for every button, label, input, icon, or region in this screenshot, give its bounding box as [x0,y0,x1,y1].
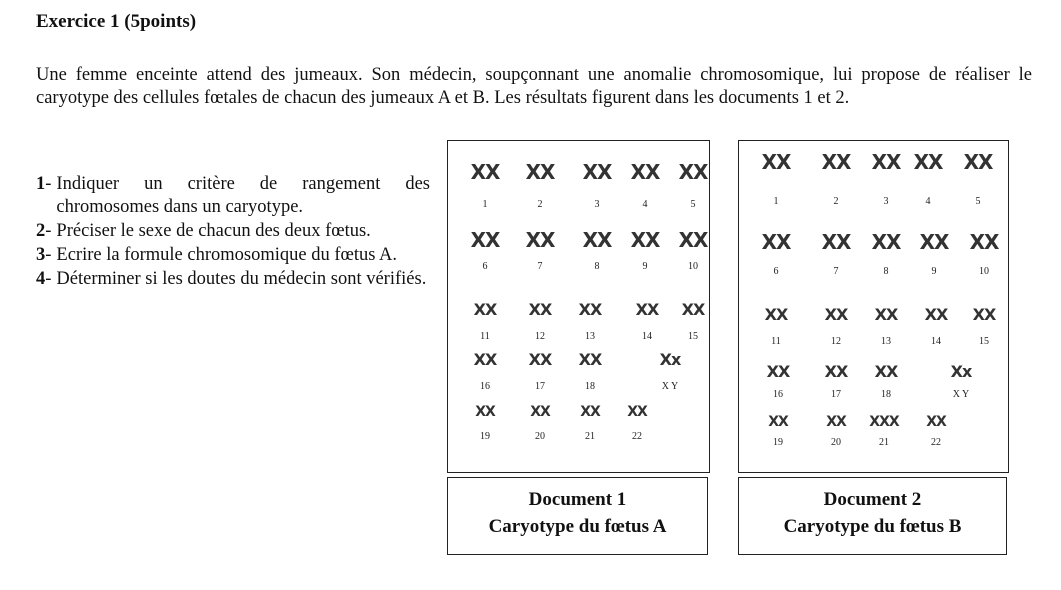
chromosome-pair-5: XX [678,160,708,184]
chromosome-pair-10: XX [678,228,708,252]
chromosome-number: 20 [535,431,545,442]
chromosome-number: 13 [585,331,595,342]
chromosome-number: 11 [480,331,490,342]
chromosome-pair-12: XX [824,305,848,324]
chromosome-number: 4 [925,196,931,207]
chromosome-number: 9 [642,261,648,272]
intro-paragraph: Une femme enceinte attend des jumeaux. Son médecin, soupçonnant une anomalie chromosomique, lui propose de réaliser le caryotype des cellules fœtales de chacun des jumeaux A et B. Les résultats figurent dans les documents 1 et 2. [36,65,1032,108]
question-number: 4 [36,269,46,289]
chromosome-number: 14 [931,336,941,347]
chromosome-pair-22: XX [627,404,647,420]
chromosome-number: 6 [773,266,779,277]
chromosome-number: 16 [480,381,490,392]
chromosome-pair-9: XX [919,230,949,254]
chromosome-pair-5: XX [963,150,993,174]
chromosome-pair-6: XX [470,228,500,252]
chromosome-number: 16 [773,389,783,400]
chromosome-pair-21: XXX [869,414,899,430]
chromosome-number: 10 [688,261,698,272]
chromosome-pair-19: XX [768,414,788,430]
chromosome-number: 2 [833,196,839,207]
question-text: Préciser le sexe de chacun des deux fœtus. [56,221,371,241]
exercise-title: Exercice 1 (5points) [36,11,197,32]
chromosome-number: 22 [931,437,941,448]
chromosome-number: 15 [979,336,989,347]
document-2-caption [738,477,1007,555]
chromosome-pair-7: XX [821,230,851,254]
chromosome-number: 3 [594,199,600,210]
chromosome-number: 8 [594,261,600,272]
chromosome-pair-22: XX [926,414,946,430]
chromosome-number: 14 [642,331,652,342]
document-1-caption [447,477,708,555]
chromosome-number: 7 [537,261,543,272]
chromosome-pair-3: XX [582,160,612,184]
chromosome-pair-2: XX [525,160,555,184]
question-number: 2 [36,221,46,241]
chromosome-pair-4: XX [630,160,660,184]
chromosome-pair-6: XX [761,230,791,254]
chromosome-pair-16: XX [473,350,497,369]
question-item: 2 - Préciser le sexe de chacun des deux fœtus. [36,220,430,243]
chromosome-pair-21: XX [580,404,600,420]
chromosome-pair-16: XX [766,362,790,381]
chromosome-pair-11: XX [473,300,497,319]
chromosome-pair-2: XX [821,150,851,174]
chromosome-number: 20 [831,437,841,448]
chromosome-number: X Y [952,389,970,400]
chromosome-number: 18 [881,389,891,400]
document-title: Document 2 [823,489,922,510]
chromosome-pair-xy: Xx [950,362,972,381]
chromosome-pair-xy: Xx [659,350,681,369]
chromosome-pair-9: XX [630,228,660,252]
question-text: Indiquer un critère de rangement des chromosomes dans un caryotype. [56,174,430,217]
chromosome-number: 12 [535,331,545,342]
chromosome-number: X Y [661,381,679,392]
question-item: 3 - Ecrire la formule chromosomique du fœtus A. [36,244,430,267]
chromosome-number: 17 [535,381,545,392]
chromosome-number: 13 [881,336,891,347]
chromosome-number: 19 [773,437,783,448]
chromosome-pair-15: XX [681,300,705,319]
chromosome-number: 21 [879,437,889,448]
chromosome-number: 5 [975,196,981,207]
document-subtitle: Caryotype du fœtus B [783,516,962,537]
chromosome-pair-7: XX [525,228,555,252]
chromosome-number: 15 [688,331,698,342]
chromosome-pair-14: XX [635,300,659,319]
document-subtitle: Caryotype du fœtus A [488,516,667,537]
question-number: 3 [36,245,46,265]
karyotype-panel-b [738,140,1009,473]
question-item: 1 - Indiquer un critère de rangement des chromosomes dans un caryotype. [36,174,430,217]
chromosome-pair-17: XX [528,350,552,369]
chromosome-pair-4: XX [913,150,943,174]
chromosome-pair-18: XX [578,350,602,369]
chromosome-number: 21 [585,431,595,442]
chromosome-number: 10 [979,266,989,277]
chromosome-number: 19 [480,431,490,442]
chromosome-number: 8 [883,266,889,277]
chromosome-pair-1: XX [470,160,500,184]
chromosome-number: 12 [831,336,841,347]
chromosome-pair-15: XX [972,305,996,324]
chromosome-number: 4 [642,199,648,210]
chromosome-number: 11 [771,336,781,347]
chromosome-pair-20: XX [826,414,846,430]
chromosome-number: 7 [833,266,839,277]
chromosome-pair-10: XX [969,230,999,254]
chromosome-number: 5 [690,199,696,210]
chromosome-pair-13: XX [874,305,898,324]
question-list [36,173,430,292]
chromosome-pair-3: XX [871,150,901,174]
chromosome-number: 17 [831,389,841,400]
chromosome-number: 6 [482,261,488,272]
question-number: 1 [36,174,46,194]
question-item: 4 - Déterminer si les doutes du médecin sont vérifiés. [36,268,430,291]
chromosome-pair-17: XX [824,362,848,381]
question-text: Ecrire la formule chromosomique du fœtus A. [56,245,398,265]
chromosome-number: 1 [482,199,488,210]
chromosome-number: 22 [632,431,642,442]
chromosome-number: 9 [931,266,937,277]
document-title: Document 1 [528,489,627,510]
chromosome-pair-19: XX [475,404,495,420]
chromosome-number: 2 [537,199,543,210]
chromosome-pair-1: XX [761,150,791,174]
chromosome-pair-18: XX [874,362,898,381]
question-text: Déterminer si les doutes du médecin sont vérifiés. [56,269,427,289]
chromosome-number: 18 [585,381,595,392]
chromosome-pair-12: XX [528,300,552,319]
chromosome-pair-8: XX [871,230,901,254]
karyotype-panel-a [447,140,710,473]
chromosome-pair-11: XX [764,305,788,324]
chromosome-pair-20: XX [530,404,550,420]
chromosome-number: 1 [773,196,779,207]
chromosome-pair-14: XX [924,305,948,324]
chromosome-pair-13: XX [578,300,602,319]
chromosome-pair-8: XX [582,228,612,252]
chromosome-number: 3 [883,196,889,207]
